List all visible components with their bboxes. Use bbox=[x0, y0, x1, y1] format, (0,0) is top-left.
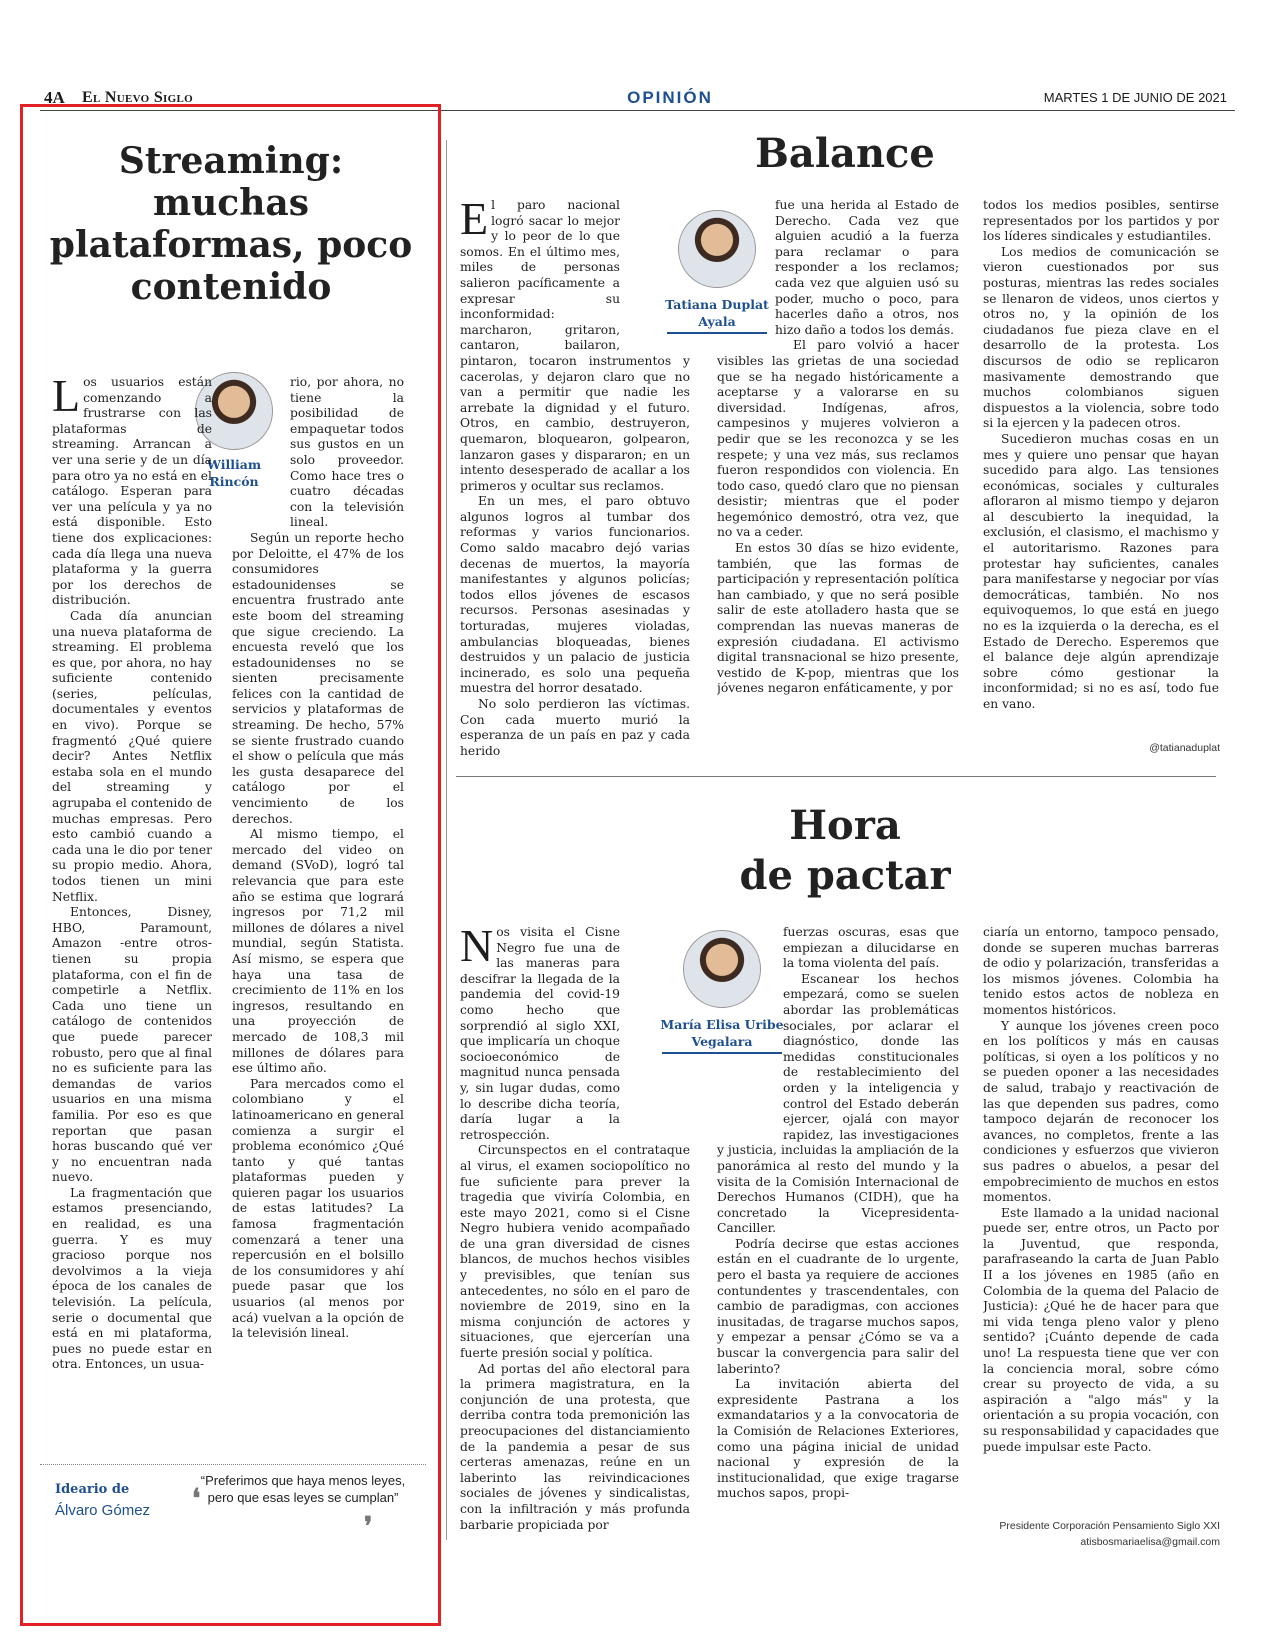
open-quote-icon: ❛ bbox=[192, 1484, 201, 1513]
balance-column-2 bbox=[717, 198, 959, 758]
author-footer-title: Presidente Corporación Pensamiento Siglo XXI bbox=[999, 1520, 1220, 1532]
paragraph: rio, por ahora, no tiene la posibilidad de empaquetar todos sus gustos en un solo proveedor. Como hace tres o cuatro décadas con la televisión lineal. bbox=[290, 375, 404, 530]
author-name: Tatiana Duplat Ayala bbox=[665, 297, 769, 329]
paragraph: Entonces, Disney, HBO, Paramount, Amazon -entre otros- tienen su propia plataforma, con el fin de competirle a Netflix. Cada uno tiene un catálogo de contenidos que puede parecer robusto, pero que al final no es suficiente para las demandas de varios usuarios en una misma familia. Por eso es que reportan que pasan horas buscando qué ver y no encuentran nada nuevo. bbox=[52, 905, 212, 1185]
paragraph: ciaría un entorno, tampoco pensado, donde se superen muchas barreras de odio y polarización, transferidas a los mismos jóvenes. Colombia ha tenido estos actos de nobleza en momentos históricos. bbox=[983, 925, 1219, 1017]
drop-cap: N bbox=[460, 925, 494, 971]
newspaper-name: El Nuevo Siglo bbox=[82, 89, 193, 106]
balance-title: Balance bbox=[755, 130, 935, 177]
author-name: William Rincón bbox=[206, 457, 262, 489]
paragraph: Según un reporte hecho por Deloitte, el 47% de los consumidores estadounidenses se encuentra frustrado ante este boom del streaming que sigue creciendo. La encuesta reveló que los estadounidenses no se sienten precisamente felices con la cantidad de servicios y plataformas de streaming. De hecho, 57% se siente frustrado cuando el show o película que más les gusta desaparece del catálogo por el vencimiento de los derechos. bbox=[232, 530, 404, 826]
hora-title-line2: de pactar bbox=[739, 852, 951, 899]
paragraph: En un mes, el paro obtuvo algunos logros al tumbar dos reformas y varios funcionarios. Como saldo macabro dejó varias decenas de muertos, la mayoría manifestantes y algunos policías; todos ellos jóvenes de escasos recursos. Personas asesinadas y torturadas, mujeres violadas, ambulancias bloqueadas, bienes destruidos y un palacio de justicia incinerado, es solo una pequeña muestra del horror desatado. bbox=[460, 494, 690, 696]
paragraph: fuerzas oscuras, esas que empiezan a dilucidarse en la toma violenta del país. bbox=[783, 925, 959, 971]
hora-title-line1: Hora bbox=[789, 802, 901, 849]
paragraph: En estos 30 días se hizo evidente, también, que las formas de participación y representación política han cambiado, y que no será posible salir de este atolladero hasta que se comprendan las nuevas maneras de expresión ciudadana. El activismo digital transnacional se hizo presente, vestido de K-pop, mientras que los jóvenes negaron enfáticamente, y por bbox=[717, 541, 959, 696]
issue-date: MARTES 1 DE JUNIO DE 2021 bbox=[1043, 90, 1227, 105]
paragraph: Cada día anuncian una nueva plataforma de streaming. El problema es que, por ahora, no hay suficiente contenido (series, películas, documentales y eventos en vivo). Porque se fragmentó ¿Qué quiere decir? Antes Netflix estaba sola en el mundo del streaming y agrupaba el contenido de muchas empresas. Pero esto cambió cuando a cada una le dio por tener su propio medio. Ahora, todos tienen un mini Netflix. bbox=[52, 608, 212, 904]
close-quote-icon: ❜ bbox=[364, 1512, 373, 1541]
paragraph: Podría decirse que estas acciones están en el cuadrante de lo urgente, pero el basta ya requiere de acciones contundentes y trascendentales, con cambio de paradigmas, con acciones inusitadas, de tragarse muchos sapos, y empezar a pensar ¿Cómo se va a buscar la convergencia para salir del laberinto? bbox=[717, 1236, 959, 1376]
paragraph: El paro nacional logró sacar lo mejor y lo peor de lo que somos. En el último mes, miles de personas salieron pacíficamente a expresar su inconformidad: marcharon, gritaron, cantaron, bailaron, pintaron, tocaron instrumentos y cacerolas, y dejaron claro que no van a permitir que nadie les arrebate la dignidad y el futuro. Otros, en cambio, destruyeron, quemaron, bloquearon, golpearon, lanzaron gases y dispararon; en un intento desesperado de acallar a los primeros y ocultar sus reclamos. bbox=[460, 198, 690, 493]
paragraph: Este llamado a la unidad nacional puede ser, entre otros, un Pacto por la Juventud, que responda, parafraseando la carta de Juan Pablo II a los jóvenes en 1985 (año en Colombia de la quema del Palacio de Justicia): ¿Qué he de hacer para que mi vida tenga pleno valor y pleno sentido? ¡Cuánto depende de cada uno! La respuesta tiene que ver con la conciencia moral, sobre cómo crear su proyecto de vida, a su aspiración a "algo más" y la orientación a su propia vocación, con su responsabilidad y capacidades que puede impulsar este Pacto. bbox=[983, 1205, 1219, 1454]
page-number: 4A bbox=[44, 88, 65, 107]
balance-column-3 bbox=[983, 198, 1219, 738]
paragraph: Nos visita el Cisne Negro fue una de las maneras para descifrar la llegada de la pandemia del covid-19 como hecho que sorprendió al siglo XXI, que implicaría un choque socioeconómico de magnitud nunca pensada y, sin lugar dudas, como lo describe dicha teoría, daría lugar a la retrospección. bbox=[460, 925, 620, 1142]
left-column-1 bbox=[52, 375, 212, 1465]
drop-cap: L bbox=[52, 375, 81, 421]
drop-cap: E bbox=[460, 198, 489, 244]
ideario-name: Álvaro Gómez bbox=[55, 1502, 151, 1519]
author-name: María Elisa Uribe Vegalara bbox=[660, 1017, 784, 1049]
ideario-rule bbox=[40, 1464, 426, 1465]
hora-column-1 bbox=[460, 925, 690, 1555]
article-separator bbox=[456, 776, 1216, 777]
hora-column-3 bbox=[983, 925, 1219, 1515]
section-title: OPINIÓN bbox=[627, 88, 713, 107]
ideario-title: Ideario de bbox=[55, 1482, 130, 1497]
paragraph: Para mercados como el colombiano y el latinoamericano en general comienza a surgir el problema económico ¿Qué tanto y qué tantas plataformas pueden y quieren pagar los usuarios de estas latitudes? La famosa fragmentación comenzará a tener una repercusión en el bolsillo de los consumidores y ahí puede pasar que los usuarios (al menos por acá) vuelvan a la opción de la televisión lineal. bbox=[232, 1076, 404, 1341]
paragraph: Y aunque los jóvenes creen poco en los políticos y más en causas políticas, si oyen a los políticos y no se pueden oponer a las necesidades de salud, trabajo y reactivación de las que dependen sus padres, como tampoco dejarán de reconocer los avances, no completos, frente a las condiciones y esfuerzos que vivieron sus padres o abuelos, a pesar del empobrecimiento de muchos en estos momentos. bbox=[983, 1018, 1219, 1205]
paragraph: El paro volvió a hacer visibles las grietas de una sociedad que se ha negado históricamente a aceptarse y a valorarse en su diversidad. Indígenas, afros, campesinos y mujeres volvieron a pedir que se les reconozca y se les respete; y una vez más, sus reclamos fueron respondidos con violencia. En todo caso, quedó claro que no piensan desistir; mientras que el poder hegemónico demostró, otra vez, que no va a ceder. bbox=[717, 338, 959, 540]
column-divider bbox=[446, 140, 447, 1540]
paragraph: Circunspectos en el contrataque al virus, el examen sociopolítico no fue suficiente para prever la tragedia que viviría Colombia, en este mayo 2021, como si el Cisne Negro hubiera venido acompañado de una gran diversidad de cisnes blancos, de muchos hechos visibles y previsibles, que tenían sus antecedentes, no sólo en el paro de noviembre de 2019, sino en la misma conjunción de actores y situaciones, que ejercerían una fuerte presión social y política. bbox=[460, 1143, 690, 1361]
balance-column-1 bbox=[460, 198, 690, 758]
hora-column-2 bbox=[717, 925, 959, 1555]
left-column-2 bbox=[232, 375, 404, 1465]
paragraph: fue una herida al Estado de Derecho. Cada vez que alguien acudió a la fuerza para reclamar o para responder a los reclamos; cada vez que alguien usó su poder, mucho o poco, para hacerles daño a otros, nos hizo daño a todos los demás. bbox=[775, 198, 959, 337]
paragraph: La invitación abierta del expresidente Pastrana a los exmandatarios y a la convocatoria de la Comisión de Relaciones Exteriores, como una página inicial de unidad nacional y expresión de la institucionalidad, que exige tragarse muchos sapos, propi- bbox=[717, 1377, 959, 1501]
left-article-title: Streaming: muchas plataformas, poco contenido bbox=[49, 140, 413, 308]
paragraph: Escanear los hechos empezará, como se suelen abordar las problemáticas sociales, por aclarar el diagnóstico, donde las medidas constitucionales de restablecimiento del orden y la inteligencia y control del Estado deberán ejercer, ojalá con mayor rapidez, las investigaciones y justicia, incluidas la ampliación de la panorámica al resto del mundo y la visita de la Comisión Internacional de Derechos Humanos (CIDH), que ha concretado la Vicepresidenta-Canciller. bbox=[717, 971, 959, 1236]
twitter-handle: @tatianaduplat bbox=[1149, 742, 1220, 754]
paragraph: Los usuarios están comenzando a frustrarse con las plataformas de streaming. Arrancan a ver una serie y de un día para otro ya no está en el catálogo. Esperan para ver una película y ya no está disponible. Esto tiene dos explicaciones: cada día llega una nueva plataforma y la guerra por los derechos de distribución. bbox=[52, 375, 212, 608]
paragraph: Ad portas del año electoral para la primera magistratura, en la conjunción de una protesta, que derriba contra toda premonición las preocupaciones del distanciamiento de la pandemia a pesar de sus certeras amenazas, reúne en un laberinto las reivindicaciones sociales de jóvenes y sindicalistas, con la infiltración y más profunda barbarie propiciada por bbox=[460, 1361, 690, 1532]
quote-text: “Preferimos que haya menos leyes, pero que esas leyes se cumplan” bbox=[200, 1473, 406, 1505]
author-email: atisbosmariaelisa@gmail.com bbox=[1080, 1536, 1220, 1548]
paragraph: La fragmentación que estamos presenciando, en realidad, es una guerra. Y es muy gracioso porque nos devolvimos a la vieja época de los canales de televisión. La película, serie o documental que está en mi plataforma, pues no puede estar en otra. Entonces, un usua- bbox=[52, 1185, 212, 1372]
paragraph: Al mismo tiempo, el mercado del video on demand (SVoD), logró tal relevancia que para este año se estima que logrará ingresos por 71,2 mil millones de dólares a nivel mundial, según Statista. Así mismo, se espera que haya una tasa de crecimiento de 11% en los ingresos, resultando en una proyección de mercado de 108,3 mil millones de dólares para ese último año. bbox=[232, 827, 404, 1076]
paragraph: Sucedieron muchas cosas en un mes y quiere uno pensar que hayan sucedido para algo. Las tensiones económicas, sociales y culturales afloraron al mismo tiempo y dejaron al descubierto la inequidad, la exclusión, el clasismo, el machismo y el autoritarismo. Razones para protestar hay suficientes, canales para manifestarse y negociar por vías democráticas, también. No nos equivoquemos, lo que está en juego no es la izquierda o la derecha, es el Estado de Derecho. Esperemos que el balance deje algún aprendizaje sobre cómo gestionar la inconformidad; si no es así, todo fue en vano. bbox=[983, 431, 1219, 711]
paragraph: Los medios de comunicación se vieron cuestionados por sus posturas, mientras las redes sociales se llenaron de videos, unos ciertos y otros no, y la opinión de los ciudadanos fue pieza clave en el desarrollo de la protesta. Los discursos de odio se replicaron masivamente demostrando que muchos colombianos siguen dispuestos a la violencia, sobre todo si la ejercen y la padecen otros. bbox=[983, 244, 1219, 431]
paragraph: todos los medios posibles, sentirse representados por los partidos y por los líderes sindicales y estudiantiles. bbox=[983, 198, 1219, 244]
paragraph: No solo perdieron las víctimas. Con cada muerto murió la esperanza de un país en paz y cada herido bbox=[460, 697, 690, 758]
